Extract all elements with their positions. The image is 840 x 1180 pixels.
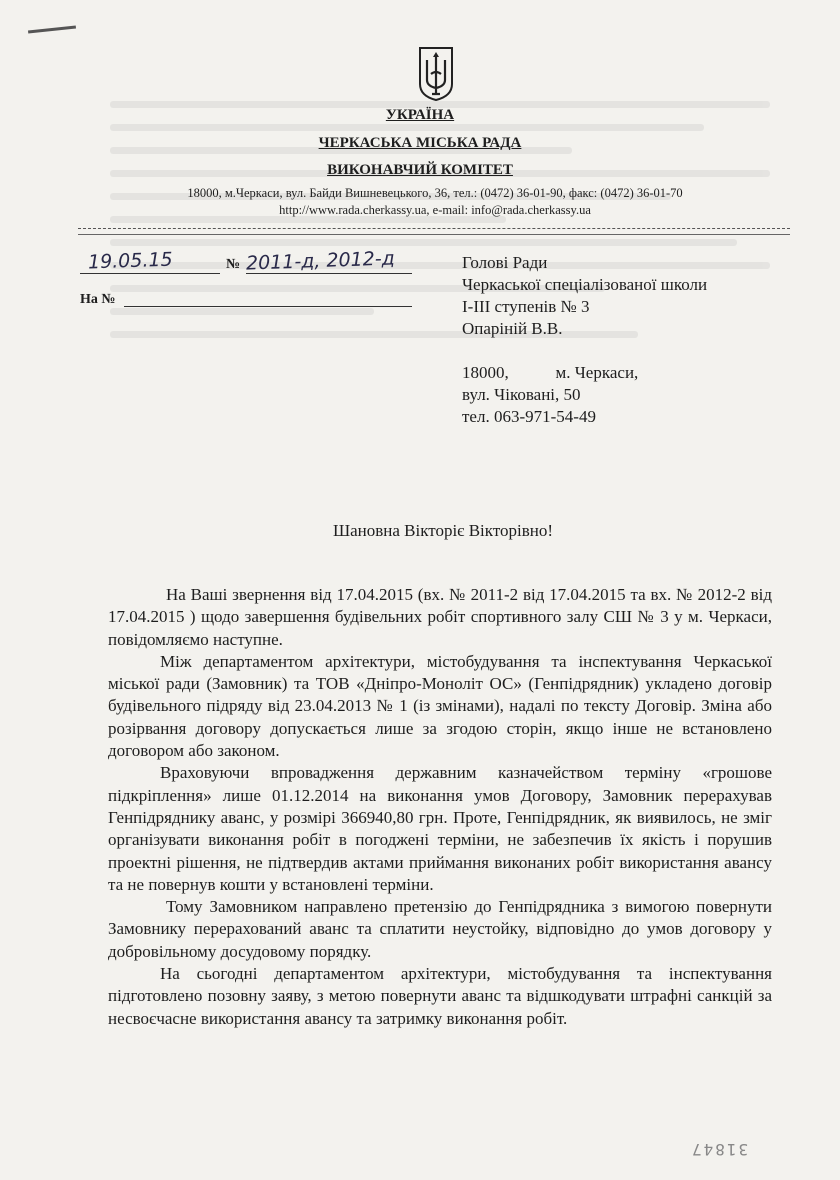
- scan-mark: [28, 25, 76, 33]
- recipient-line: 18000, м. Черкаси,: [462, 363, 639, 382]
- date-line: [80, 273, 220, 274]
- number-line: [246, 273, 412, 274]
- recipient-line: вул. Чіковані, 50: [462, 385, 581, 404]
- trident-emblem-icon: [416, 44, 456, 102]
- paragraph: Тому Замовником направлено претензію до Генпідрядника з вимогою повернути Замовнику перерахований аванс та сплатити неустойку, відповідно до умов договору у добровільному досудовому порядку.: [108, 897, 772, 961]
- number-label: №: [226, 257, 241, 272]
- header-web: http://www.rada.cherkassy.ua, e-mail: info@rada.cherkassy.ua: [279, 203, 591, 217]
- recipient-block: [462, 252, 822, 428]
- registration-stamp: 31847: [690, 1140, 749, 1159]
- paragraph: Враховуючи впровадження державним казначейством терміну «грошове підкріплення» лише 01.12.2014 на виконання умов Договору, Замовник перерахував Генпідряднику аванс, у розмірі 366940,80 грн. Проте, Генпідрядник, як виявилось, не зміг організувати виконання робіт в погоджені терміни, не забезпечив їх якість і порушив проектні рішення, не підтвердив актами приймання виконаних робіт використання авансу та не повернув кошти у встановлені терміни.: [108, 763, 772, 894]
- paragraph: На Ваші звернення від 17.04.2015 (вх. № 2011-2 від 17.04.2015 та вх. № 2012-2 від 17.04.2015 ) щодо завершення будівельних робіт спортивного залу СШ № 3 у м. Черкаси, повідомляємо наступне.: [108, 585, 772, 649]
- paragraph: На сьогодні департаментом архітектури, містобудування та інспектування підготовлено позовну заяву, з метою повернути аванс та відшкодувати штрафні санкцій за несвоєчасне використання авансу та затримку виконання робіт.: [108, 964, 772, 1028]
- greeting: Шановна Вікторіє Вікторівно!: [332, 521, 554, 540]
- recipient-line: Черкаської спеціалізованої школи: [462, 275, 708, 294]
- header-divider-2: [78, 234, 790, 235]
- number-handwritten: 2011-д, 2012-д: [245, 247, 396, 275]
- paragraph: Між департаментом архітектури, містобудування та інспектування Черкаської міської ради (Замовник) та ТОВ «Дніпро-Моноліт ОС» (Генпідрядник) укладено договір будівельного підряду від 23.04.2013 № 1 (із змінами), надалі по тексту Договір. Зміна або розірвання договору допускається лише за згодою сторін, якщо інше не встановлено договором або законом.: [108, 651, 772, 761]
- recipient-line: тел. 063-971-54-49: [462, 407, 596, 426]
- recipient-line: [462, 340, 822, 362]
- recipient-line: Опаріній В.В.: [462, 319, 563, 338]
- header-divider: [78, 228, 790, 229]
- header-address: 18000, м.Черкаси, вул. Байди Вишневецького, 36, тел.: (0472) 36-01-90, факс: (0472) 36-01-70: [187, 186, 683, 200]
- ref-line: [124, 306, 412, 307]
- date-handwritten: 19.05.15: [87, 248, 173, 274]
- header-country: УКРАЇНА: [385, 107, 455, 123]
- header-committee: ВИКОНАВЧИЙ КОМІТЕТ: [327, 162, 513, 178]
- header-council: ЧЕРКАСЬКА МІСЬКА РАДА: [318, 135, 522, 151]
- letter-body: [108, 584, 772, 1030]
- recipient-line: І-ІІІ ступенів № 3: [462, 297, 590, 316]
- ref-label: На №: [80, 292, 116, 307]
- recipient-line: Голові Ради: [462, 253, 548, 272]
